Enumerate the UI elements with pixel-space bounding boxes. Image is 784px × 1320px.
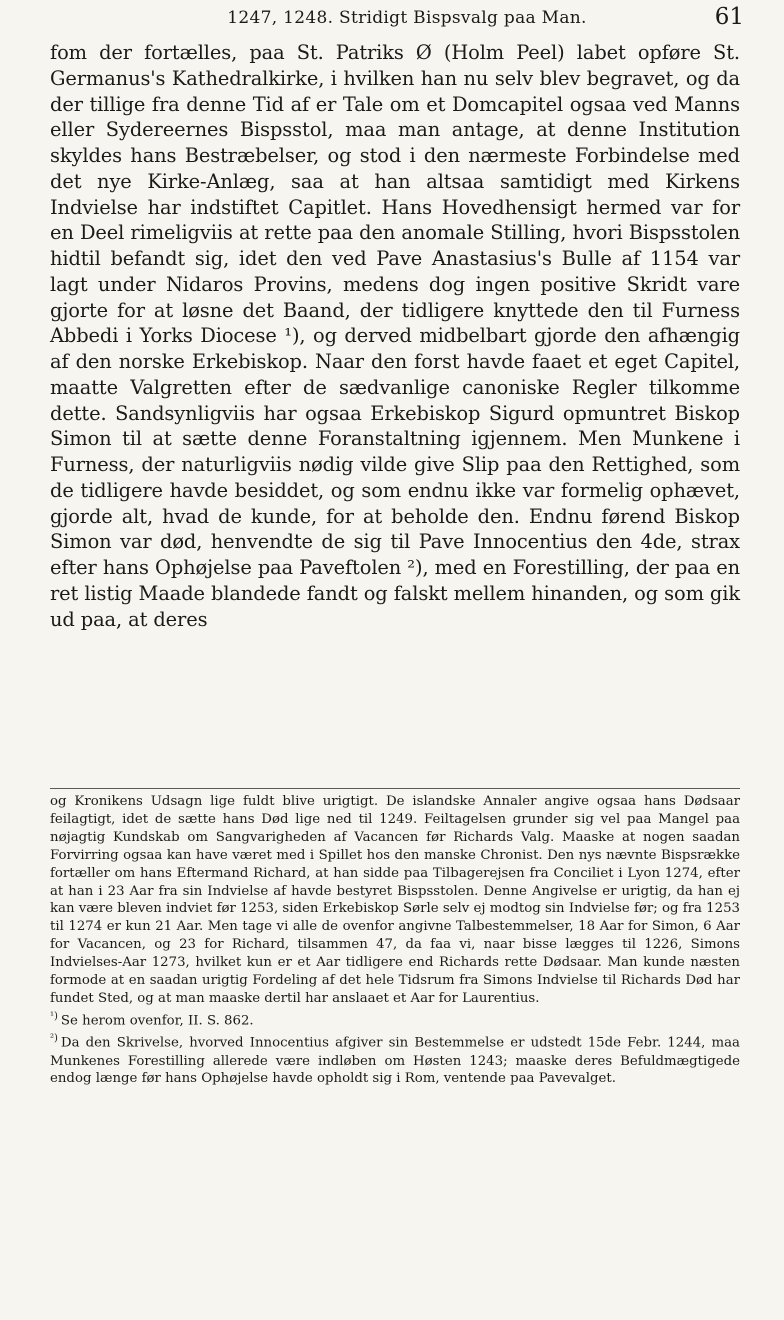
running-title: 1247, 1248. Stridigt Bispsvalg paa Man. (227, 8, 587, 28)
footnote-2-text: Da den Skrivelse, hvorved Innocentius afgiver sin Bestemmelse er udstedt 15de Febr. 1244, maa Munkenes Forestilling allerede være indløben om Høsten 1243; maaske deres Befuldmægtigede endog længe før hans Ophøjelse havde opholdt sig i Rom, ventende paa Pavevalget. (50, 1035, 740, 1087)
page-header (70, 4, 744, 38)
footnote-1-text: Se herom ovenfor, II. S. 862. (60, 1013, 254, 1029)
footnote-1-marker: ¹) (50, 1010, 58, 1022)
body-paragraph: fom der fortælles, paa St. Patriks Ø (Holm Peel) labet opføre St. Germanus's Kathedralkirke, i hvilken han nu selv blev begravet, og da der tillige fra denne Tid af er Tale om et Domcapitel ogsaa ved Manns eller Sydereernes Bispsstol, maa man antage, at denne Institution skyldes hans Bestræbelser, og stod i den nærmeste Forbindelse med det nye Kirke-Anlæg, saa at han altsaa samtidigt med Kirkens Indvielse har indstiftet Capitlet. Hans Hovedhensigt hermed var for en Deel rimeligviis at rette paa den anomale Stilling, hvori Bispsstolen hidtil befandt sig, idet den ved Pave Anastasius's Bulle af 1154 var lagt under Nidaros Provins, medens dog ingen positive Skridt vare gjorte for at løsne det Baand, der tidligere knyttede den til Furness Abbedi i Yorks Diocese ¹), og derved midbelbart gjorde den afhængig af den norske Erkebiskop. Naar den forst havde faaet et eget Capitel, maatte Valgretten efter de sædvanlige canoniske Regler tilkomme dette. Sandsynligviis har ogsaa Erkebiskop Sigurd opmuntret Biskop Simon til at sætte denne Foranstaltning igjennem. Men Munkene i Furness, der naturligviis nødig vilde give Slip paa den Rettighed, som de tidligere havde besiddet, og som endnu ikke var formelig ophævet, gjorde alt, hvad de kunde, for at beholde den. Endnu førend Biskop Simon var død, henvendte de sig til Pave Innocentius den 4de, strax efter hans Ophøjelse paa Paveftolen ²), med en Forestilling, der paa en ret listig Maade blandede fandt og falskt mellem hinanden, og som gik ud paa, at deres (50, 41, 740, 631)
footnote-2-marker: ²) (50, 1033, 58, 1045)
footnote-divider (50, 788, 740, 789)
page-number: 61 (714, 4, 744, 30)
footnote-continuation: og Kronikens Udsagn lige fuldt blive urigtigt. De islandske Annaler angive ogsaa hans Dødsaar feilagtigt, idet de sætte hans Død lige ned til 1249. Feiltagelsen grunder sig vel paa Mangel paa nøjagtig Kundskab om Sangvarigheden af Vacancen før Richards Valg. Maaske at nogen saadan Forvirring ogsaa kan have været med i Spillet hos den manske Chronist. Den nys nævnte Bispsrække fortæller om hans Eftermand Richard, at han sidde paa Tilbagerejsen fra Conciliet i Lyon 1274, efter at han i 23 Aar fra sin Indvielse af havde bestyret Bispsstolen. Denne Angivelse er urigtig, da han ej kan være bleven indviet før 1253, siden Erkebiskop Sørle selv ej modtog sin Indvielse før; og fra 1253 til 1274 er kun 21 Aar. Men tage vi alle de ovenfor angivne Talbestemmelser, 18 Aar for Simon, 6 Aar for Vacancen, og 23 for Richard, tilsammen 47, da faa vi, naar bisse lægges til 1226, Simons Indvielses-Aar 1273, hvilket kun er et Aar tidligere end Richards rette Dødsaar. Man kunde næsten formode at en saadan urigtig Fordeling af det hele Tidsrum fra Simons Indvielse til Richards Død har fundet Sted, og at man maaske dertil har anslaaet et Aar for Laurentius. (50, 794, 740, 1006)
main-text (50, 40, 740, 632)
footnote-2 (50, 1030, 740, 1088)
footnotes (50, 793, 740, 1088)
footnote-1 (50, 1008, 740, 1030)
